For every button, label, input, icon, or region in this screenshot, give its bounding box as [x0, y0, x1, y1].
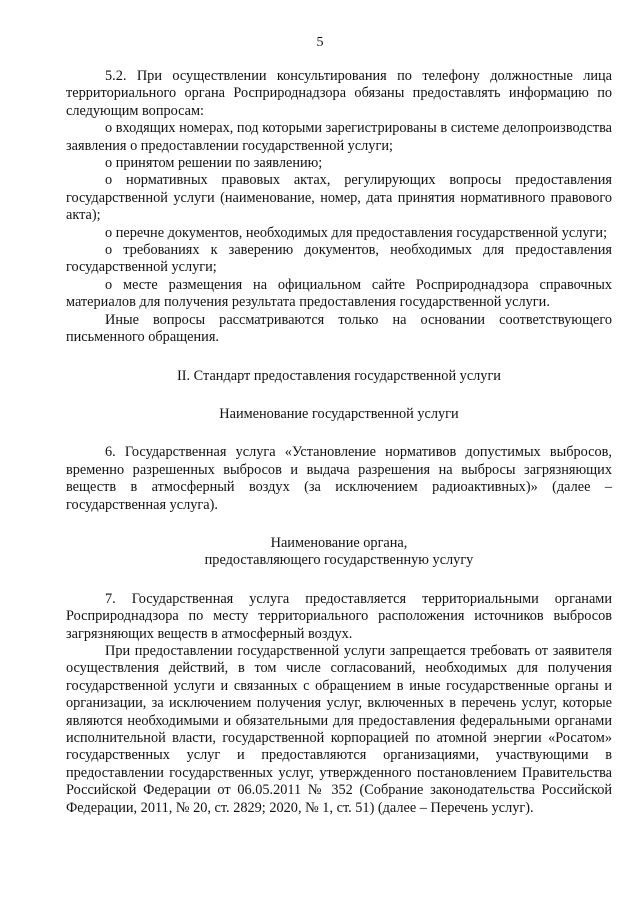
- document-body: [66, 68, 612, 817]
- paragraph-6: 6. Государственная услуга «Установление нормативов допустимых выбросов, временно разрешенных выбросов и выдача разрешения на выбросы загрязняющих веществ в атмосферный воздух (за исключением радиоактивных)» (далее – государственная услуга).: [66, 444, 612, 513]
- list-item: о нормативных правовых актах, регулирующих вопросы предоставления государственной услуги (наименование, номер, дата принятия нормативного правового акта);: [66, 172, 612, 224]
- page-number: 5: [316, 35, 324, 50]
- subsection-heading-line: предоставляющего государственную услугу: [204, 552, 474, 569]
- paragraph-5-2-closing: Иные вопросы рассматриваются только на основании соответствующего письменного обращения.: [66, 311, 612, 346]
- list-item: о принятом решении по заявлению;: [105, 155, 323, 172]
- list-item: о требованиях к заверению документов, необходимых для предоставления государственной услуги;: [66, 242, 612, 276]
- paragraph-5-2-intro: 5.2. При осуществлении консультирования по телефону должностные лица территориального органа Росприроднадзора обязаны предоставлять информацию по следующим вопросам:: [66, 68, 612, 119]
- subsection-heading: Наименование государственной услуги: [219, 405, 459, 422]
- section-title: II. Стандарт предоставления государственной услуги: [177, 367, 501, 384]
- paragraph-7: 7. Государственная услуга предоставляется территориальными органами Росприроднадзора по месту территориального расположения источников выбросов загрязняющих веществ в атмосферный воздух.: [66, 590, 612, 642]
- subsection-heading-line: Наименование органа,: [270, 534, 408, 551]
- paragraph-7-continued: При предоставлении государственной услуги запрещается требовать от заявителя осуществления действий, в том числе согласований, необходимых для получения государственной услуги и связанных с обращением в иные государственные органы и организации, за исключением получения услуг, включенных в перечень услуг, которые являются необходимыми и обязательными для предоставления федеральными органами исполнительной власти, государственной корпорацией по атомной энергии «Росатом» государственных услуг и предоставляются организациями, участвующими в предоставлении государственных услуг, утвержденного постановлением Правительства Российской Федерации от 06.05.2011 № 352 (Собрание законодательства Российской Федерации, 2011, № 20, ст. 2829; 2020, № 1, ст. 51) (далее – Перечень услуг).: [66, 642, 612, 816]
- list-item: о перечне документов, необходимых для предоставления государственной услуги;: [105, 224, 608, 241]
- list-item: о месте размещения на официальном сайте Росприроднадзора справочных материалов для получения результата предоставления государственной услуги.: [66, 276, 612, 311]
- list-item: о входящих номерах, под которыми зарегистрированы в системе делопроизводства заявления о предоставлении государственной услуги;: [66, 120, 612, 154]
